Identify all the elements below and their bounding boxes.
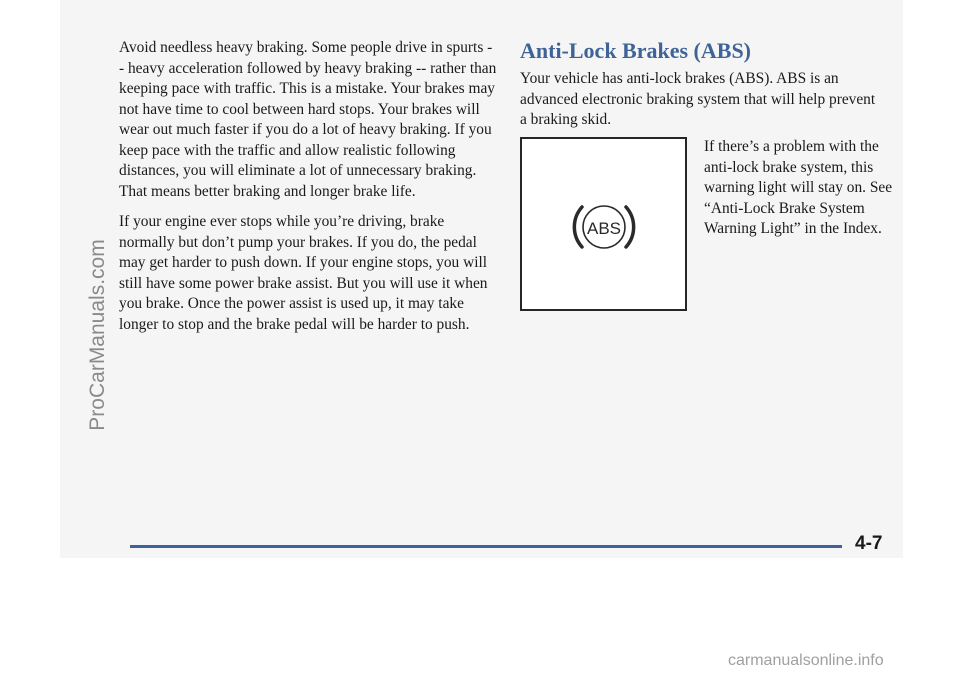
abs-icon-label: ABS: [586, 219, 622, 238]
footer-watermark: carmanualsonline.info: [728, 652, 884, 669]
page-number: 4-7: [855, 533, 883, 554]
abs-warning-light-icon: [522, 139, 685, 309]
footer-rule: [130, 545, 842, 548]
paragraph-engine-stops: If your engine ever stops while you’re driving, brake normally but don’t pump your brakes. If you do, the pedal may get harder to push down. If your engine stops, you will still have some power brake assist. But you will use it when you brake. Once the power assist is used up, it may take longer to stop and the brake pedal will be harder to push.: [119, 213, 488, 333]
abs-warning-light-figure: [520, 137, 687, 311]
section-title: Anti-Lock Brakes (ABS): [520, 38, 752, 63]
abs-warning-text: If there’s a problem with the anti-lock brake system, this warning light will stay on. See “Anti-Lock Brake System Warning Light” in the Index.: [704, 138, 893, 237]
left-column: [119, 38, 497, 345]
side-watermark: ProCarManuals.com: [86, 239, 109, 431]
paragraph-heavy-braking: Avoid needless heavy braking. Some people drive in spurts -- heavy acceleration followed by heavy braking -- rather than keeping pace with traffic. This is a mistake. Your brakes may not have time to cool between hard stops. Your brakes will wear out much faster if you do a lot of heavy braking. If you keep pace with the traffic and allow realistic following distances, you will eliminate a lot of unnecessary braking. That means better braking and longer brake life.: [119, 39, 497, 200]
abs-intro-text: Your vehicle has anti-lock brakes (ABS). ABS is an advanced electronic braking system that will help prevent a braking skid.: [520, 70, 876, 128]
